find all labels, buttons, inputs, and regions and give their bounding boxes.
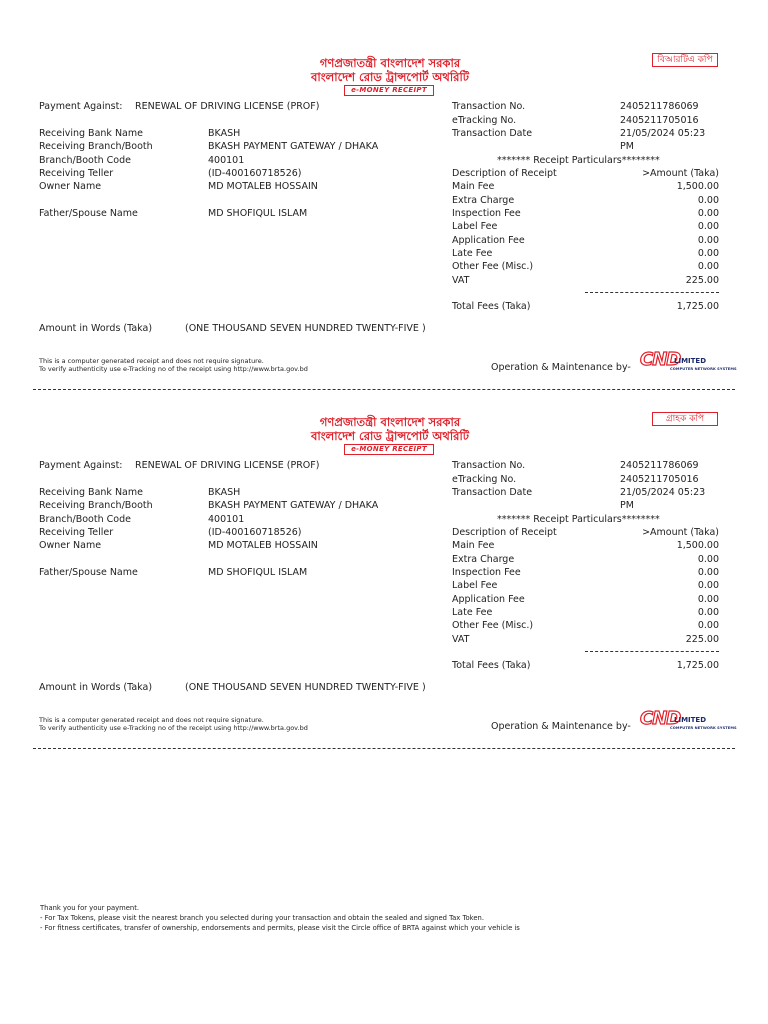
footer-tax-token-note: - For Tax Tokens, please visit the nearest branch you selected during your transaction and obtain the sealed and signed Tax Token.: [40, 914, 484, 922]
particulars-amount-header: >Amount (Taka): [642, 527, 719, 538]
field-label: Receiving Branch/Booth: [39, 500, 153, 511]
field-value: BKASH: [208, 128, 241, 139]
verify-note: To verify authenticity use e-Tracking no of the receipt using http://www.brta.gov.bd: [39, 724, 308, 732]
computer-generated-note: This is a computer generated receipt and does not require signature.: [39, 357, 264, 365]
total-fees-amount: 1,725.00: [676, 301, 719, 312]
particulars-title: ******* Receipt Particulars********: [497, 155, 660, 166]
field-label: Father/Spouse Name: [39, 567, 138, 578]
cnd-logo: [640, 349, 737, 376]
fee-amount: 0.00: [697, 208, 719, 219]
field-value: (ID-400160718526): [208, 168, 302, 179]
field-value: MD MOTALEB HOSSAIN: [208, 181, 318, 192]
fee-amount: 225.00: [685, 275, 719, 286]
field-value: MD MOTALEB HOSSAIN: [208, 540, 318, 551]
transaction-date-label: Transaction Date: [452, 128, 533, 139]
fee-label: Extra Charge: [452, 195, 515, 206]
fee-label: Main Fee: [452, 181, 495, 192]
etracking-no-value: 2405211705016: [620, 115, 699, 126]
receipt-separator: [33, 748, 735, 749]
operation-maintenance-label: Operation & Maintenance by-: [491, 721, 631, 732]
etracking-no-value: 2405211705016: [620, 474, 699, 485]
payment-against-label: Payment Against:: [39, 101, 123, 112]
amount-in-words-label: Amount in Words (Taka): [39, 323, 153, 334]
fee-amount: 0.00: [697, 594, 719, 605]
cnd-logo-mark: CND: [640, 708, 681, 729]
receipt-separator: [33, 389, 735, 390]
operation-maintenance-label: Operation & Maintenance by-: [491, 362, 631, 373]
fee-label: Late Fee: [452, 248, 493, 259]
field-label: Receiving Bank Name: [39, 487, 143, 498]
etracking-no-label: eTracking No.: [452, 474, 517, 485]
field-value: MD SHOFIQUL ISLAM: [208, 208, 308, 219]
fee-amount: 225.00: [685, 634, 719, 645]
field-label: Owner Name: [39, 181, 102, 192]
transaction-date-ampm: PM: [620, 141, 634, 152]
footer-notes: [40, 903, 520, 933]
footer-thanks: Thank you for your payment.: [40, 904, 140, 912]
fee-label: VAT: [452, 634, 470, 645]
transaction-date-value: 21/05/2024 05:23: [620, 487, 706, 498]
fee-amount: 0.00: [697, 261, 719, 272]
fee-label: Inspection Fee: [452, 208, 521, 219]
fee-label: Application Fee: [452, 594, 525, 605]
fee-label: Other Fee (Misc.): [452, 620, 534, 631]
cnd-logo: [640, 708, 737, 735]
amount-in-words-value: (ONE THOUSAND SEVEN HUNDRED TWENTY-FIVE ): [185, 323, 426, 334]
transaction-no-value: 2405211786069: [620, 460, 699, 471]
field-label: Receiving Bank Name: [39, 128, 143, 139]
total-divider: [585, 651, 719, 652]
fee-amount: 0.00: [697, 554, 719, 565]
field-value: MD SHOFIQUL ISLAM: [208, 567, 308, 578]
field-label: Owner Name: [39, 540, 102, 551]
fee-amount: 0.00: [697, 620, 719, 631]
fee-label: VAT: [452, 275, 470, 286]
fee-amount: 0.00: [697, 235, 719, 246]
govt-title: গণপ্রজাতন্ত্রী বাংলাদেশ সরকার: [319, 415, 461, 429]
fee-label: Label Fee: [452, 221, 498, 232]
fee-label: Main Fee: [452, 540, 495, 551]
total-fees-label: Total Fees (Taka): [452, 301, 531, 312]
cnd-logo-mark: CND: [640, 349, 681, 370]
receipt-brta-copy: [0, 55, 768, 415]
fee-amount: 0.00: [697, 580, 719, 591]
field-label: Receiving Branch/Booth: [39, 141, 153, 152]
field-value: 400101: [208, 514, 245, 525]
receipt-customer-copy: [0, 414, 768, 774]
emoney-receipt-label: e-MONEY RECEIPT: [344, 444, 434, 455]
fee-amount: 0.00: [697, 567, 719, 578]
fee-amount: 0.00: [697, 195, 719, 206]
fee-amount: 0.00: [697, 221, 719, 232]
verify-note: To verify authenticity use e-Tracking no of the receipt using http://www.brta.gov.bd: [39, 365, 308, 373]
payment-against-value: RENEWAL OF DRIVING LICENSE (PROF): [135, 101, 320, 112]
amount-in-words-value: (ONE THOUSAND SEVEN HUNDRED TWENTY-FIVE ): [185, 682, 426, 693]
transaction-date-label: Transaction Date: [452, 487, 533, 498]
total-divider: [585, 292, 719, 293]
fee-label: Late Fee: [452, 607, 493, 618]
particulars-desc-header: Description of Receipt: [452, 527, 557, 538]
field-label: Branch/Booth Code: [39, 155, 131, 166]
transaction-date-value: 21/05/2024 05:23: [620, 128, 706, 139]
brta-copy-badge: বিআরটিএ কপি: [652, 53, 718, 67]
cnd-logo-subtitle: COMPUTER NETWORK SYSTEMS: [670, 367, 737, 371]
cnd-logo-limited: LIMITED: [674, 357, 707, 365]
customer-copy-badge: গ্রাহক কপি: [652, 412, 718, 426]
particulars-title: ******* Receipt Particulars********: [497, 514, 660, 525]
field-value: BKASH: [208, 487, 241, 498]
emoney-receipt-label: e-MONEY RECEIPT: [344, 85, 434, 96]
field-value: 400101: [208, 155, 245, 166]
fee-label: Inspection Fee: [452, 567, 521, 578]
payment-against-label: Payment Against:: [39, 460, 123, 471]
fee-amount: 0.00: [697, 607, 719, 618]
transaction-no-value: 2405211786069: [620, 101, 699, 112]
fee-amount: 1,500.00: [676, 181, 719, 192]
govt-title: গণপ্রজাতন্ত্রী বাংলাদেশ সরকার: [319, 56, 461, 70]
fee-amount: 0.00: [697, 248, 719, 259]
payment-against-value: RENEWAL OF DRIVING LICENSE (PROF): [135, 460, 320, 471]
total-fees-amount: 1,725.00: [676, 660, 719, 671]
transaction-date-ampm: PM: [620, 500, 634, 511]
total-fees-label: Total Fees (Taka): [452, 660, 531, 671]
computer-generated-note: This is a computer generated receipt and does not require signature.: [39, 716, 264, 724]
particulars-desc-header: Description of Receipt: [452, 168, 557, 179]
footer-fitness-note: - For fitness certificates, transfer of ownership, endorsements and permits, please visit the Circle office of BRTA against which your vehicle is: [40, 924, 520, 932]
fee-label: Application Fee: [452, 235, 525, 246]
brta-title: বাংলাদেশ রোড ট্রান্সপোর্ট অথরিটি: [310, 429, 469, 443]
field-label: Father/Spouse Name: [39, 208, 138, 219]
field-label: Receiving Teller: [39, 168, 114, 179]
particulars-amount-header: >Amount (Taka): [642, 168, 719, 179]
field-value: (ID-400160718526): [208, 527, 302, 538]
etracking-no-label: eTracking No.: [452, 115, 517, 126]
fee-label: Extra Charge: [452, 554, 515, 565]
field-label: Receiving Teller: [39, 527, 114, 538]
field-label: Branch/Booth Code: [39, 514, 131, 525]
cnd-logo-subtitle: COMPUTER NETWORK SYSTEMS: [670, 726, 737, 730]
transaction-no-label: Transaction No.: [452, 460, 526, 471]
fee-label: Label Fee: [452, 580, 498, 591]
field-value: BKASH PAYMENT GATEWAY / DHAKA: [208, 500, 379, 511]
brta-title: বাংলাদেশ রোড ট্রান্সপোর্ট অথরিটি: [310, 70, 469, 84]
fee-label: Other Fee (Misc.): [452, 261, 534, 272]
field-value: BKASH PAYMENT GATEWAY / DHAKA: [208, 141, 379, 152]
fee-amount: 1,500.00: [676, 540, 719, 551]
cnd-logo-limited: LIMITED: [674, 716, 707, 724]
transaction-no-label: Transaction No.: [452, 101, 526, 112]
amount-in-words-label: Amount in Words (Taka): [39, 682, 153, 693]
